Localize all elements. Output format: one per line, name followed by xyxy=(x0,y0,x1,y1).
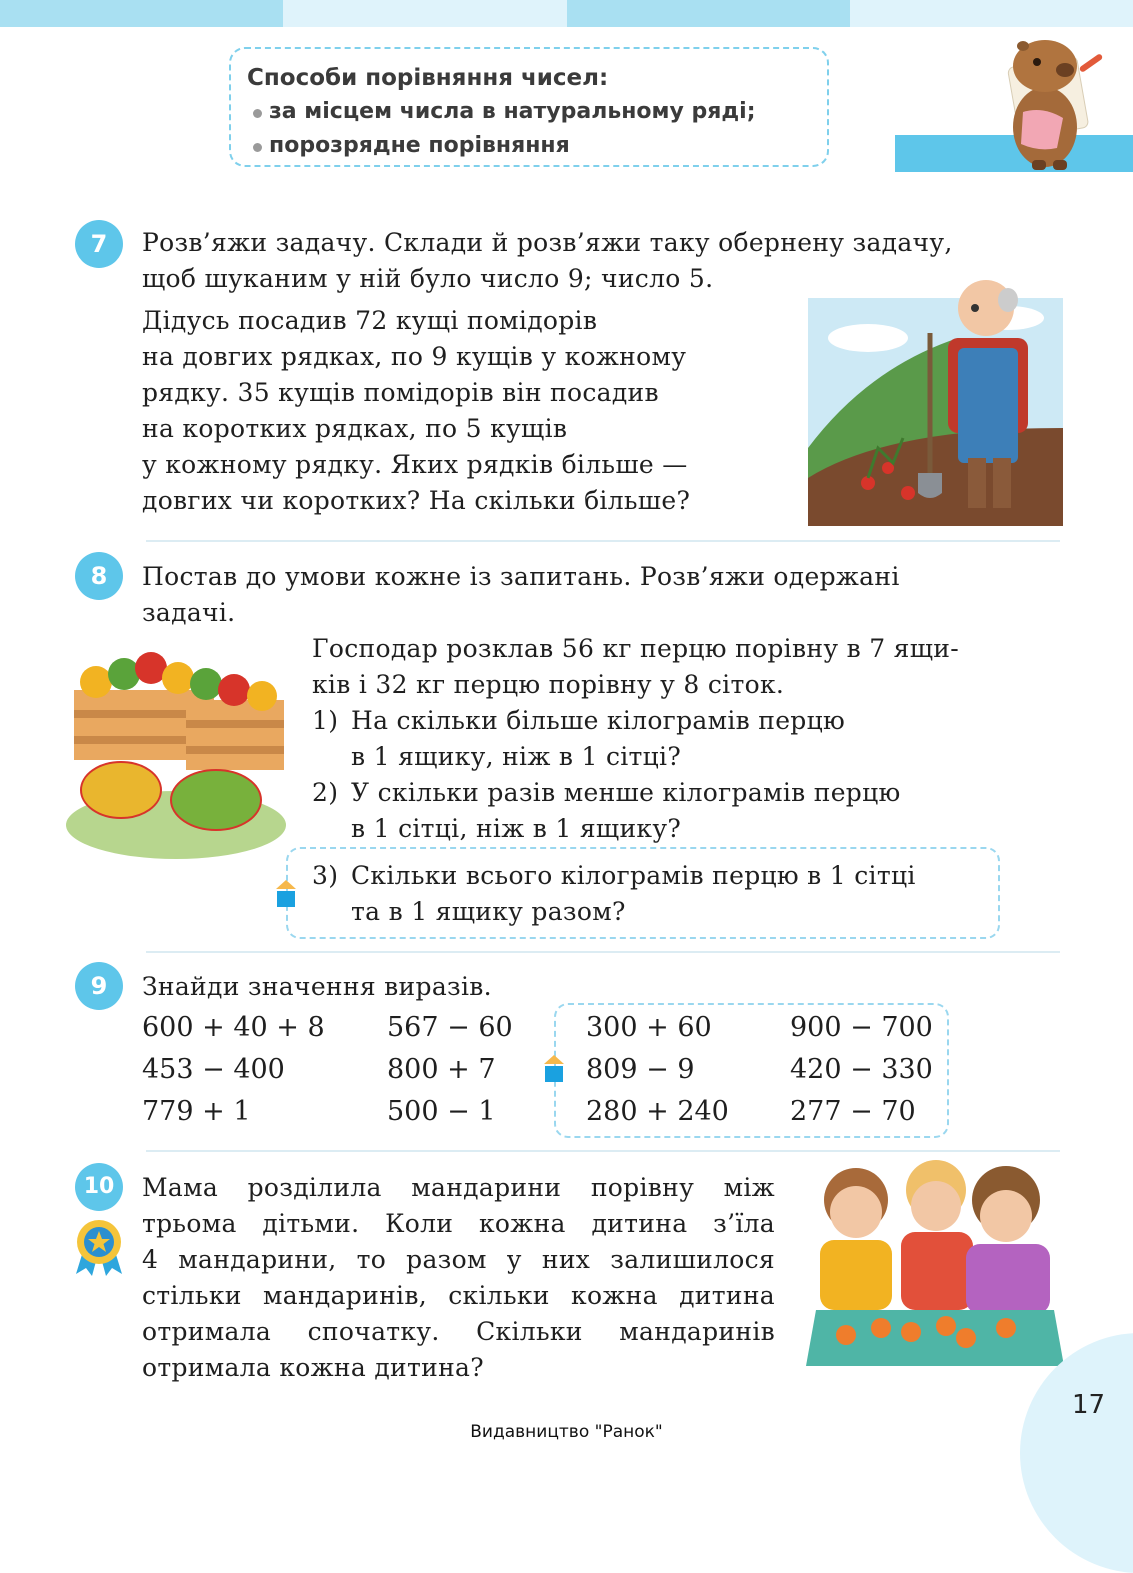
section-divider xyxy=(146,540,1060,542)
medal-icon xyxy=(72,1218,126,1282)
text-line: довгих чи коротких? На скільки більше? xyxy=(142,486,691,515)
section-divider xyxy=(146,1150,1060,1152)
text-line: та в 1 ящику разом? xyxy=(351,897,626,926)
text-line: Постав до умови кожне із запитань. Розв’яжи одержані xyxy=(142,562,900,591)
expression: 500 − 1 xyxy=(387,1096,496,1127)
expression-column xyxy=(586,1007,729,1133)
text-line: на довгих рядках, по 9 кущів у кожному xyxy=(142,342,687,371)
text-line: Дідусь посадив 72 кущі помідорів xyxy=(142,306,598,335)
task-8-body xyxy=(312,631,1032,703)
expression: 420 − 330 xyxy=(790,1054,933,1085)
question-item xyxy=(312,775,1012,847)
expression: 779 + 1 xyxy=(142,1096,251,1127)
text-line: рядку. 35 кущів помідорів він посадив xyxy=(142,378,659,407)
text-line: Скільки всього кілограмів перцю в 1 сітці xyxy=(351,861,916,890)
question-number: 2) xyxy=(312,778,339,807)
task-number-badge: 7 xyxy=(75,220,123,268)
text-line: У скільки разів менше кілограмів перцю xyxy=(351,778,901,807)
grandpa-garden-illustration xyxy=(808,278,1063,526)
page-number: 17 xyxy=(1072,1390,1106,1420)
capybara-mascot-illustration xyxy=(895,32,1133,172)
rules-title: Способи порівняння чисел: xyxy=(247,65,609,91)
expression-column xyxy=(790,1007,933,1133)
text-line: На скільки більше кілограмів перцю xyxy=(351,706,846,735)
text-line: Розв’яжи задачу. Склади й розв’яжи таку обернену задачу, xyxy=(142,228,953,257)
children-tangerines-illustration xyxy=(806,1160,1064,1366)
text-line: стільки мандаринів, скільки кожна дитина xyxy=(142,1281,775,1310)
expression: 809 − 9 xyxy=(586,1054,695,1085)
question-number: 3) xyxy=(312,861,339,890)
page-corner xyxy=(1020,1333,1133,1573)
top-color-band xyxy=(0,0,1133,27)
text-line: ків і 32 кг перцю порівну у 8 сіток. xyxy=(312,670,785,699)
task-number-badge: 10 xyxy=(75,1163,123,1211)
task-7-body xyxy=(142,303,782,519)
task-number-badge: 8 xyxy=(75,552,123,600)
expression-column xyxy=(142,1007,325,1133)
rules-item: порозрядне порівняння xyxy=(247,129,827,163)
expression: 277 − 70 xyxy=(790,1096,916,1127)
text-line: в 1 сітці, ніж в 1 ящику? xyxy=(351,814,682,843)
text-line: отримала кожна дитина? xyxy=(142,1353,484,1382)
expression: 453 − 400 xyxy=(142,1054,285,1085)
house-icon xyxy=(544,1055,564,1087)
section-divider xyxy=(146,951,1060,953)
publisher-footer: Видавництво "Ранок" xyxy=(470,1422,663,1442)
text-line: в 1 ящику, ніж в 1 сітці? xyxy=(351,742,682,771)
task-number-badge: 9 xyxy=(75,962,123,1010)
text-line: Господар розклав 56 кг перцю порівну в 7 ящи- xyxy=(312,634,959,663)
text-line: на коротких рядках, по 5 кущів xyxy=(142,414,568,443)
question-item xyxy=(312,858,992,930)
text-line: Мама розділила мандарини порівну між xyxy=(142,1173,775,1202)
rules-box xyxy=(229,47,829,167)
text-line: у кожному рядку. Яких рядків більше — xyxy=(142,450,688,479)
text-line: трьома дітьми. Коли кожна дитина з’їла xyxy=(142,1209,775,1238)
text-line: щоб шуканим у ній було число 9; число 5. xyxy=(142,264,714,293)
expression: 280 + 240 xyxy=(586,1096,729,1127)
task-10-body xyxy=(142,1170,775,1386)
task-8-intro xyxy=(142,559,1012,631)
task-9-intro: Знайди значення виразів. xyxy=(142,972,492,1001)
expression: 567 − 60 xyxy=(387,1012,513,1043)
house-icon xyxy=(276,880,296,912)
text-line: 4 мандарини, то разом у них залишилося xyxy=(142,1245,775,1274)
expression: 800 + 7 xyxy=(387,1054,496,1085)
peppers-crates-illustration xyxy=(66,640,294,862)
question-number: 1) xyxy=(312,706,339,735)
question-list xyxy=(312,703,1012,847)
expression: 900 − 700 xyxy=(790,1012,933,1043)
expression: 300 + 60 xyxy=(586,1012,712,1043)
expression-column xyxy=(387,1007,513,1133)
text-line: задачі. xyxy=(142,598,236,627)
rules-item: за місцем числа в натуральному ряді; xyxy=(247,95,827,129)
expression: 600 + 40 + 8 xyxy=(142,1012,325,1043)
question-item xyxy=(312,703,1012,775)
text-line: отримала спочатку. Скільки мандаринів xyxy=(142,1317,775,1346)
